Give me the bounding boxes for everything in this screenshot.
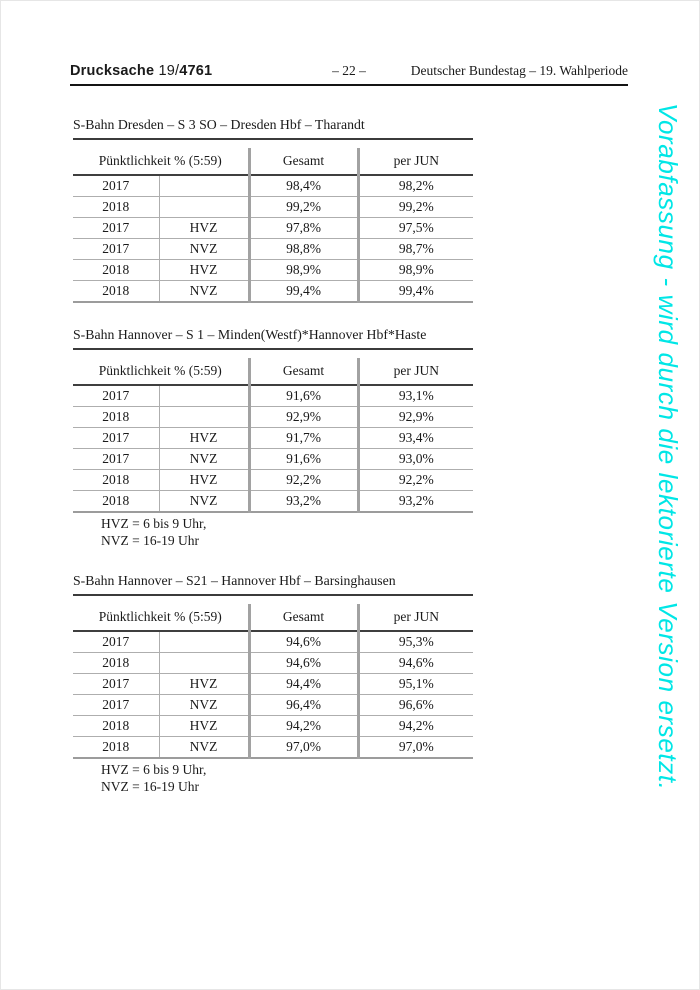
table-row	[73, 218, 473, 239]
timeband-cell	[159, 631, 249, 653]
section-title: S-Bahn Hannover – S21 – Hannover Hbf – Barsinghausen	[73, 573, 473, 596]
timeband-cell: HVZ	[159, 260, 249, 281]
section-title: S-Bahn Dresden – S 3 SO – Dresden Hbf – Tharandt	[73, 117, 473, 140]
document-number	[70, 63, 212, 79]
footnote-line: NVZ = 16-19 Uhr	[101, 532, 199, 548]
table-header-row	[73, 358, 473, 385]
jun-cell: 95,3%	[358, 631, 473, 653]
timeband-cell: NVZ	[159, 737, 249, 759]
jun-cell: 94,6%	[358, 653, 473, 674]
timeband-cell: NVZ	[159, 281, 249, 303]
sbahn-section	[73, 573, 473, 795]
jun-cell: 94,2%	[358, 716, 473, 737]
jun-cell: 96,6%	[358, 695, 473, 716]
year-cell: 2017	[73, 239, 159, 260]
header-right-text: Deutscher Bundestag – 19. Wahlperiode	[410, 63, 628, 78]
gesamt-cell: 91,7%	[249, 428, 358, 449]
gesamt-cell: 96,4%	[249, 695, 358, 716]
jun-cell: 98,2%	[358, 175, 473, 197]
jun-cell: 98,7%	[358, 239, 473, 260]
timeband-cell: HVZ	[159, 470, 249, 491]
gesamt-cell: 94,6%	[249, 653, 358, 674]
table-head	[73, 358, 473, 385]
table-header-row	[73, 148, 473, 175]
tables-area	[73, 117, 473, 795]
gesamt-cell: 94,4%	[249, 674, 358, 695]
year-cell: 2017	[73, 695, 159, 716]
timeband-cell: NVZ	[159, 491, 249, 513]
gesamt-cell: 94,6%	[249, 631, 358, 653]
column-header-punctuality: Pünktlichkeit % (5:59)	[73, 358, 249, 385]
jun-cell: 99,2%	[358, 197, 473, 218]
punctuality-table	[73, 358, 473, 513]
table-row	[73, 674, 473, 695]
gesamt-cell: 92,9%	[249, 407, 358, 428]
timeband-cell: HVZ	[159, 674, 249, 695]
footnote-line: HVZ = 6 bis 9 Uhr,	[101, 762, 207, 777]
section-title: S-Bahn Hannover – S 1 – Minden(Westf)*Hannover Hbf*Haste	[73, 327, 473, 350]
doc-label: Drucksache	[70, 63, 155, 79]
page-number: – 22 –	[332, 63, 366, 78]
timeband-cell	[159, 653, 249, 674]
gesamt-cell: 94,2%	[249, 716, 358, 737]
punctuality-table	[73, 604, 473, 759]
gesamt-cell: 99,4%	[249, 281, 358, 303]
gesamt-cell: 97,0%	[249, 737, 358, 759]
jun-cell: 93,4%	[358, 428, 473, 449]
column-header-jun: per JUN	[358, 604, 473, 631]
year-cell: 2018	[73, 653, 159, 674]
gesamt-cell: 91,6%	[249, 385, 358, 407]
table-row	[73, 260, 473, 281]
timeband-cell: HVZ	[159, 428, 249, 449]
timeband-cell	[159, 407, 249, 428]
page-header	[70, 63, 628, 86]
jun-cell: 97,5%	[358, 218, 473, 239]
year-cell: 2018	[73, 197, 159, 218]
jun-cell: 95,1%	[358, 674, 473, 695]
table-row	[73, 281, 473, 303]
column-header-punctuality: Pünktlichkeit % (5:59)	[73, 148, 249, 175]
jun-cell: 93,0%	[358, 449, 473, 470]
table-row	[73, 385, 473, 407]
timeband-cell: NVZ	[159, 239, 249, 260]
year-cell: 2017	[73, 175, 159, 197]
timeband-cell: NVZ	[159, 695, 249, 716]
table-row	[73, 239, 473, 260]
year-cell: 2017	[73, 385, 159, 407]
timeband-cell	[159, 385, 249, 407]
jun-cell: 93,1%	[358, 385, 473, 407]
year-cell: 2018	[73, 491, 159, 513]
table-body	[73, 385, 473, 512]
footnote-line: NVZ = 16-19 Uhr	[101, 778, 199, 794]
table-header-row	[73, 604, 473, 631]
table-row	[73, 470, 473, 491]
table-row	[73, 407, 473, 428]
table-footnotes	[101, 516, 473, 549]
timeband-cell: NVZ	[159, 449, 249, 470]
year-cell: 2017	[73, 674, 159, 695]
year-cell: 2018	[73, 407, 159, 428]
jun-cell: 99,4%	[358, 281, 473, 303]
column-header-jun: per JUN	[358, 148, 473, 175]
table-row	[73, 449, 473, 470]
table-row	[73, 631, 473, 653]
column-header-gesamt: Gesamt	[249, 148, 358, 175]
table-head	[73, 148, 473, 175]
year-cell: 2018	[73, 260, 159, 281]
table-row	[73, 428, 473, 449]
year-cell: 2017	[73, 428, 159, 449]
gesamt-cell: 97,8%	[249, 218, 358, 239]
jun-cell: 93,2%	[358, 491, 473, 513]
timeband-cell: HVZ	[159, 716, 249, 737]
table-row	[73, 197, 473, 218]
year-cell: 2017	[73, 631, 159, 653]
column-header-punctuality: Pünktlichkeit % (5:59)	[73, 604, 249, 631]
watermark-vorabfassung: Vorabfassung - wird durch die lektorierte Version ersetzt.	[653, 103, 683, 791]
table-body	[73, 175, 473, 302]
year-cell: 2018	[73, 470, 159, 491]
gesamt-cell: 93,2%	[249, 491, 358, 513]
gesamt-cell: 92,2%	[249, 470, 358, 491]
table-row	[73, 175, 473, 197]
table-row	[73, 716, 473, 737]
gesamt-cell: 98,4%	[249, 175, 358, 197]
doc-number: 4761	[179, 63, 213, 79]
gesamt-cell: 98,9%	[249, 260, 358, 281]
jun-cell: 92,2%	[358, 470, 473, 491]
year-cell: 2018	[73, 737, 159, 759]
timeband-cell: HVZ	[159, 218, 249, 239]
sbahn-section	[73, 117, 473, 303]
year-cell: 2017	[73, 218, 159, 239]
table-row	[73, 737, 473, 759]
gesamt-cell: 91,6%	[249, 449, 358, 470]
column-header-gesamt: Gesamt	[249, 604, 358, 631]
table-row	[73, 695, 473, 716]
table-body	[73, 631, 473, 758]
sbahn-section	[73, 327, 473, 549]
gesamt-cell: 99,2%	[249, 197, 358, 218]
jun-cell: 97,0%	[358, 737, 473, 759]
timeband-cell	[159, 197, 249, 218]
column-header-jun: per JUN	[358, 358, 473, 385]
table-row	[73, 653, 473, 674]
jun-cell: 98,9%	[358, 260, 473, 281]
doc-number-prefix: 19/	[158, 63, 180, 79]
gesamt-cell: 98,8%	[249, 239, 358, 260]
year-cell: 2017	[73, 449, 159, 470]
year-cell: 2018	[73, 716, 159, 737]
table-head	[73, 604, 473, 631]
table-footnotes	[101, 762, 473, 795]
timeband-cell	[159, 175, 249, 197]
footnote-line: HVZ = 6 bis 9 Uhr,	[101, 516, 207, 531]
punctuality-table	[73, 148, 473, 303]
table-row	[73, 491, 473, 513]
column-header-gesamt: Gesamt	[249, 358, 358, 385]
jun-cell: 92,9%	[358, 407, 473, 428]
year-cell: 2018	[73, 281, 159, 303]
